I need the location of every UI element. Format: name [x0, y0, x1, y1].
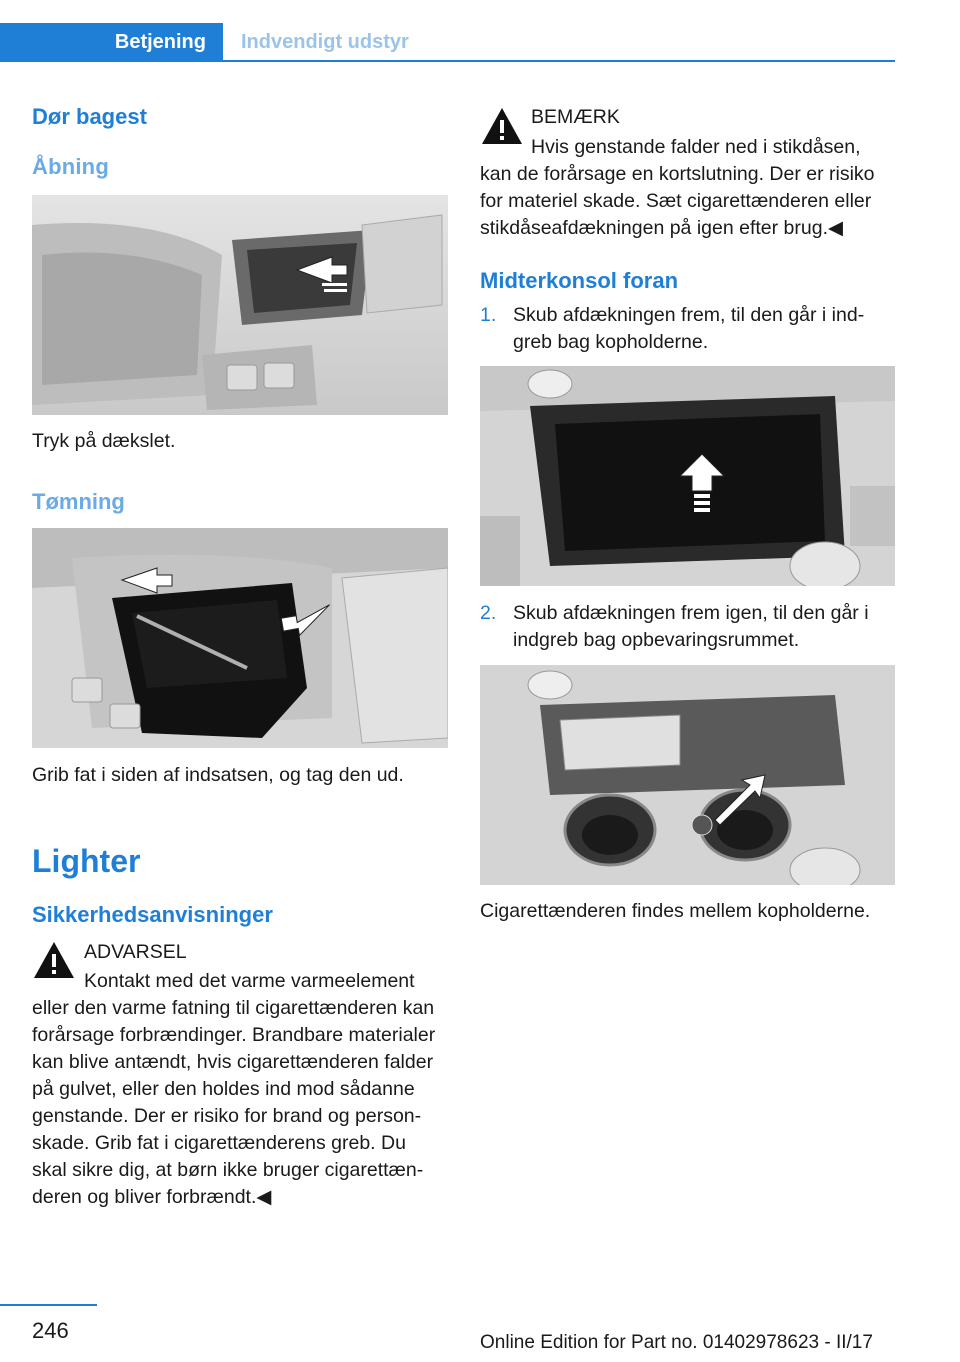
step-2-line-2: indgreb bag opbevaringsrummet.	[513, 629, 800, 651]
notice-line-4: stikdåseafdækningen på igen efter brug.◀	[480, 217, 843, 239]
warning-line-1: Kontakt med det varme varmeelement	[84, 970, 415, 992]
notice-label: BEMÆRK	[531, 106, 620, 128]
warning-line-9: deren og bliver forbrændt.◀	[32, 1186, 272, 1208]
warning-line-3: forårsage forbrændinger. Brandbare materialer	[32, 1024, 436, 1046]
subsection-title-opening: Åbning	[32, 154, 109, 179]
step-2-line-1: Skub afdækningen frem igen, til den går i	[513, 602, 869, 624]
lighter-location-caption: Cigarettænderen findes mellem kopholderne.	[480, 900, 871, 922]
warning-line-7: skade. Grib fat i cigarettænderens greb. Du	[32, 1132, 406, 1154]
footer-divider	[0, 1304, 97, 1306]
page-number: 246	[32, 1318, 69, 1343]
warning-line-4: kan blive antændt, hvis cigarettænderen falder	[32, 1051, 434, 1073]
step-2-number: 2.	[480, 602, 497, 624]
notice-line-1: Hvis genstande falder ned i stikdåsen,	[531, 136, 861, 158]
page-header	[0, 0, 895, 62]
console-cover-image	[480, 366, 895, 586]
notice-triangle-icon	[480, 106, 524, 146]
step-1-line-2: greb bag kopholderne.	[513, 331, 709, 353]
edition-info: Online Edition for Part no. 01402978623 - II/17	[480, 1332, 873, 1353]
door-ashtray-image	[32, 195, 448, 415]
emptying-instruction: Grib fat i siden af indsatsen, og tag den ud.	[32, 764, 404, 786]
section-title-door-rear: Dør bagest	[32, 104, 147, 129]
warning-triangle-icon	[32, 940, 76, 980]
warning-line-8: skal sikre dig, at børn ikke bruger cigarettæn‐	[32, 1159, 424, 1181]
step-1-line-1: Skub afdækningen frem, til den går i ind‐	[513, 304, 865, 326]
header-divider	[0, 60, 895, 62]
tab-betjening[interactable]: Betjening	[0, 23, 223, 61]
subsection-title-safety: Sikkerhedsanvisninger	[32, 902, 273, 927]
notice-line-3: for materiel skade. Sæt cigarettænderen eller	[480, 190, 872, 212]
opening-instruction: Tryk på dækslet.	[32, 430, 176, 452]
warning-line-2: eller den varme fatning til cigarettænderen kan	[32, 997, 435, 1019]
tab-indvendigt-udstyr[interactable]: Indvendigt udstyr	[241, 30, 409, 53]
section-title-center-console: Midterkonsol foran	[480, 268, 679, 293]
notice-line-2: kan de forårsage en kortslutning. Der er risiko	[480, 163, 875, 185]
warning-line-5: på gulvet, eller den holdes ind mod sådanne	[32, 1078, 415, 1100]
cupholder-lighter-image	[480, 665, 895, 885]
ashtray-insert-image	[32, 528, 448, 748]
subsection-title-emptying: Tømning	[32, 489, 125, 514]
warning-line-6: genstande. Der er risiko for brand og person‐	[32, 1105, 422, 1127]
section-title-lighter: Lighter	[32, 843, 141, 879]
step-1-number: 1.	[480, 304, 497, 326]
warning-label: ADVARSEL	[84, 941, 187, 963]
